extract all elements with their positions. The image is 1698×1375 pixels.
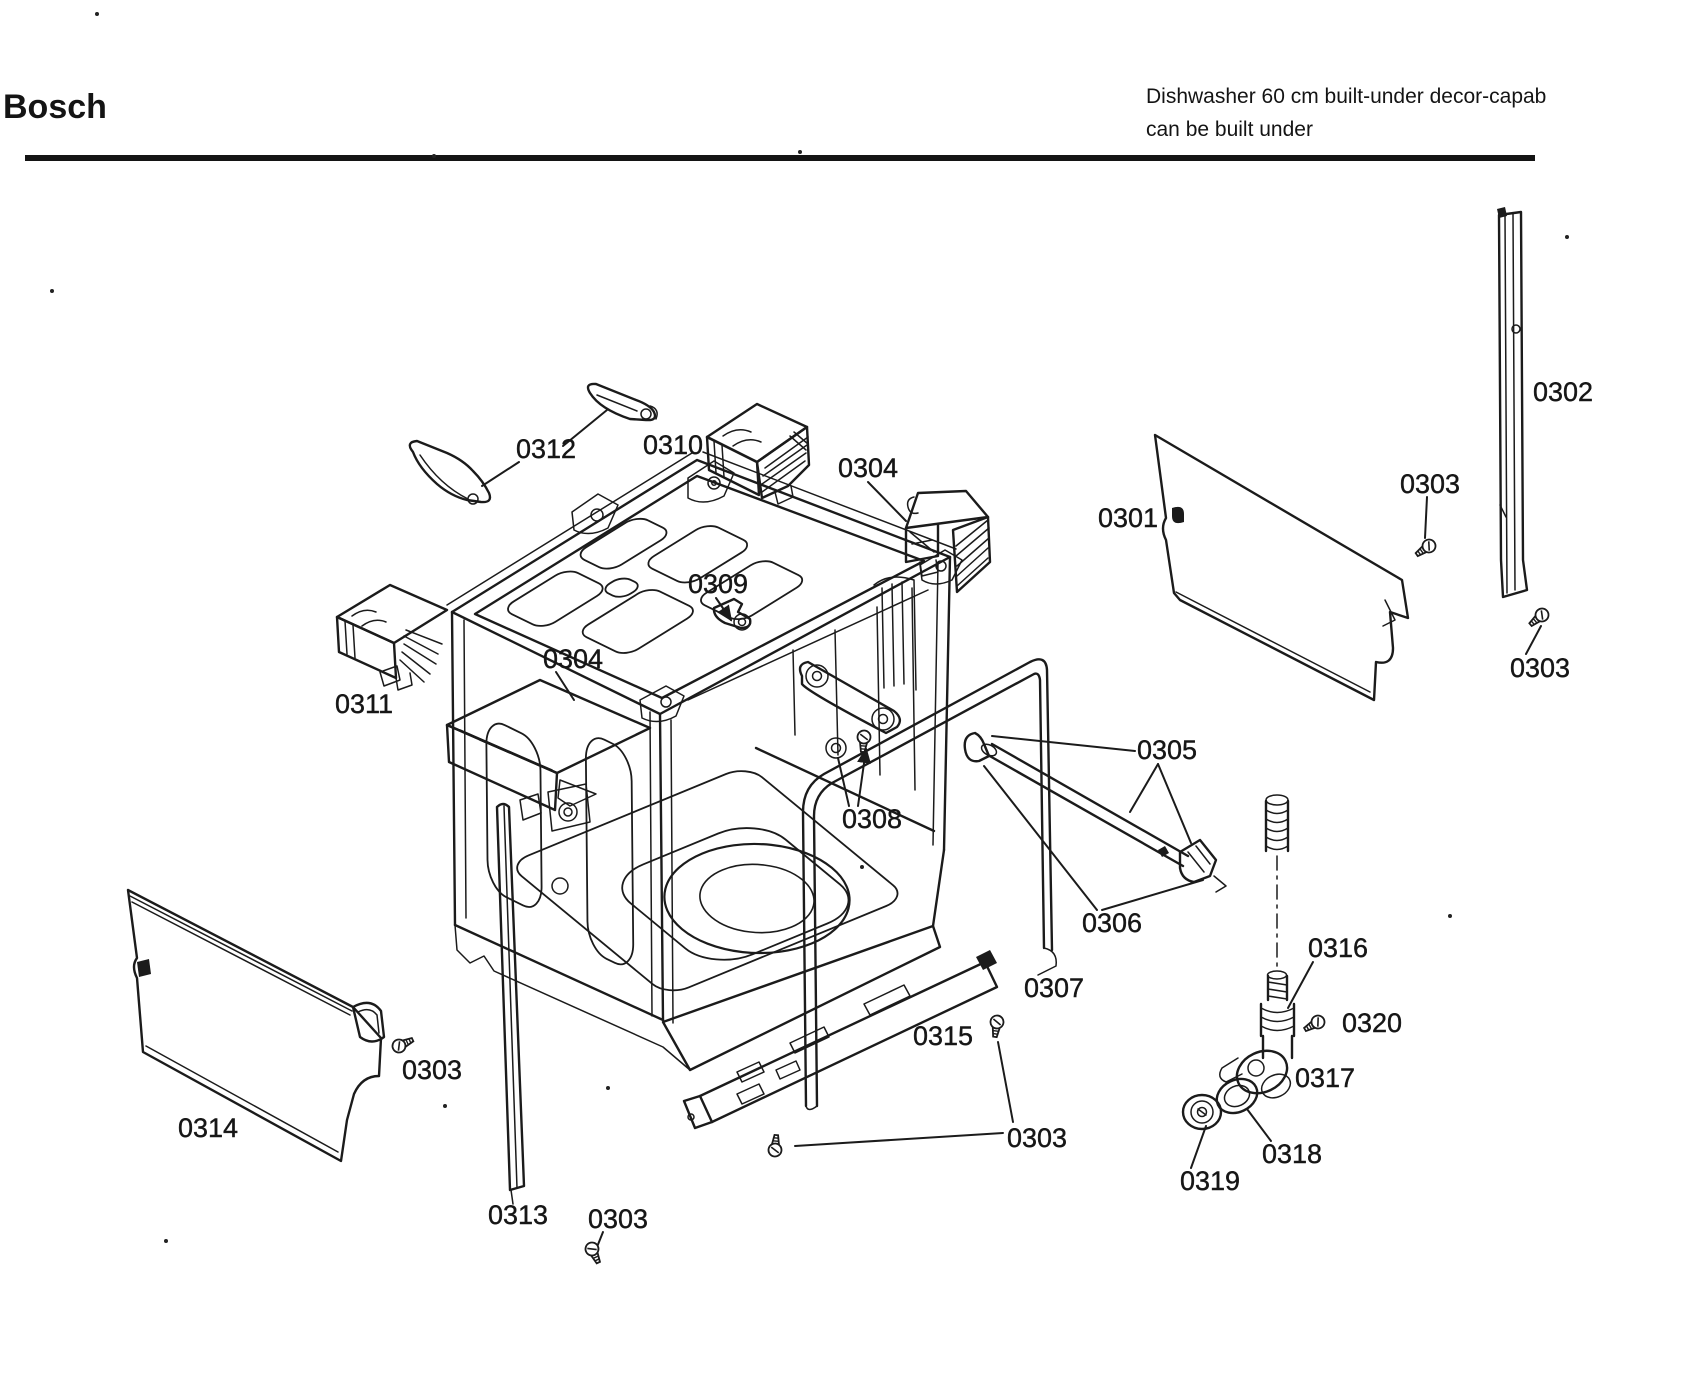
part-0301-panel	[1155, 435, 1408, 700]
part-callout-0302: 0302	[1533, 377, 1594, 407]
part-callout-0303-c: 0303	[1007, 1123, 1068, 1153]
tub-body	[447, 452, 962, 1070]
part-callout-0311: 0311	[335, 689, 394, 719]
part-callout-0319: 0319	[1180, 1166, 1241, 1196]
part-callouts	[178, 377, 1593, 1234]
part-callout-0313: 0313	[488, 1200, 549, 1230]
part-0319-washer	[1183, 1095, 1221, 1129]
part-callout-0318: 0318	[1262, 1139, 1323, 1169]
leader-line	[1247, 1109, 1271, 1141]
part-callout-0304-a: 0304	[838, 453, 899, 483]
leader-line	[998, 1042, 1013, 1122]
part-callout-0305: 0305	[1137, 735, 1198, 765]
screw-0303-2	[1526, 606, 1551, 630]
leader-line	[1288, 962, 1313, 1008]
part-callout-0308: 0308	[842, 804, 903, 834]
scan-speck	[860, 865, 864, 869]
title-line-2: can be built under	[1146, 118, 1313, 141]
part-callout-0312: 0312	[516, 434, 577, 464]
screw-0303-3	[988, 1015, 1004, 1038]
leader-line	[838, 758, 849, 806]
part-0304a-latch-bracket	[906, 491, 990, 592]
part-0314-panel	[128, 890, 384, 1161]
part-0318-seal-ring	[1211, 1073, 1263, 1120]
leader-line	[1130, 764, 1158, 812]
part-callout-0303-l: 0303	[402, 1055, 463, 1085]
screw-0303-4	[768, 1134, 783, 1157]
part-callout-0316: 0316	[1308, 933, 1369, 963]
leader-line	[868, 482, 906, 521]
part-callout-0310: 0310	[643, 430, 704, 460]
part-0306-clip-left	[965, 733, 989, 761]
part-callout-0320: 0320	[1342, 1008, 1403, 1038]
part-0302-strip	[1497, 207, 1527, 597]
part-callout-0303-b: 0303	[588, 1204, 649, 1234]
scan-specks	[50, 12, 1569, 1243]
part-callout-0304-b: 0304	[543, 644, 604, 674]
brand-logo: Bosch	[3, 88, 107, 126]
leader-line	[795, 1133, 1003, 1146]
part-callout-0303-r2: 0303	[1510, 653, 1571, 683]
screw-0320	[1302, 1013, 1327, 1035]
part-callout-0306: 0306	[1082, 908, 1143, 938]
part-0310-bracket	[707, 404, 809, 504]
title-line-1: Dishwasher 60 cm built-under decor-capab	[1146, 85, 1547, 108]
screw-0303-1	[1413, 537, 1438, 560]
part-callout-0307: 0307	[1024, 973, 1085, 1003]
part-callout-0301: 0301	[1098, 503, 1159, 533]
part-0316-spring-rod	[1261, 795, 1294, 1036]
screw-0303-6	[583, 1240, 604, 1265]
scan-speck	[50, 289, 54, 293]
scan-speck	[798, 150, 802, 154]
leader-lines	[482, 410, 1541, 1247]
leader-line	[556, 672, 574, 700]
scan-speck	[432, 154, 436, 158]
leader-line	[992, 736, 1135, 751]
part-0311-bracket	[337, 585, 447, 690]
scan-speck	[443, 1104, 447, 1108]
part-callout-0303-r1: 0303	[1400, 469, 1461, 499]
leader-line	[1158, 764, 1191, 843]
part-callout-0309: 0309	[688, 569, 749, 599]
part-callout-0314: 0314	[178, 1113, 239, 1143]
scan-speck	[1448, 914, 1452, 918]
part-0313-strip	[497, 804, 524, 1204]
leader-line	[1191, 1126, 1206, 1168]
part-callout-0317: 0317	[1295, 1063, 1356, 1093]
scan-speck	[606, 1086, 610, 1090]
scan-speck	[95, 12, 99, 16]
scan-speck	[164, 1239, 168, 1243]
scan-speck	[1565, 235, 1569, 239]
leader-line	[1526, 626, 1541, 654]
leader-line	[482, 462, 519, 486]
part-0308-link	[800, 662, 900, 758]
tub-top-cutouts	[493, 500, 816, 680]
leader-line	[1102, 880, 1203, 910]
screw-0303-5	[390, 1034, 415, 1055]
leader-line	[1425, 497, 1427, 538]
part-callout-0315: 0315	[913, 1021, 974, 1051]
